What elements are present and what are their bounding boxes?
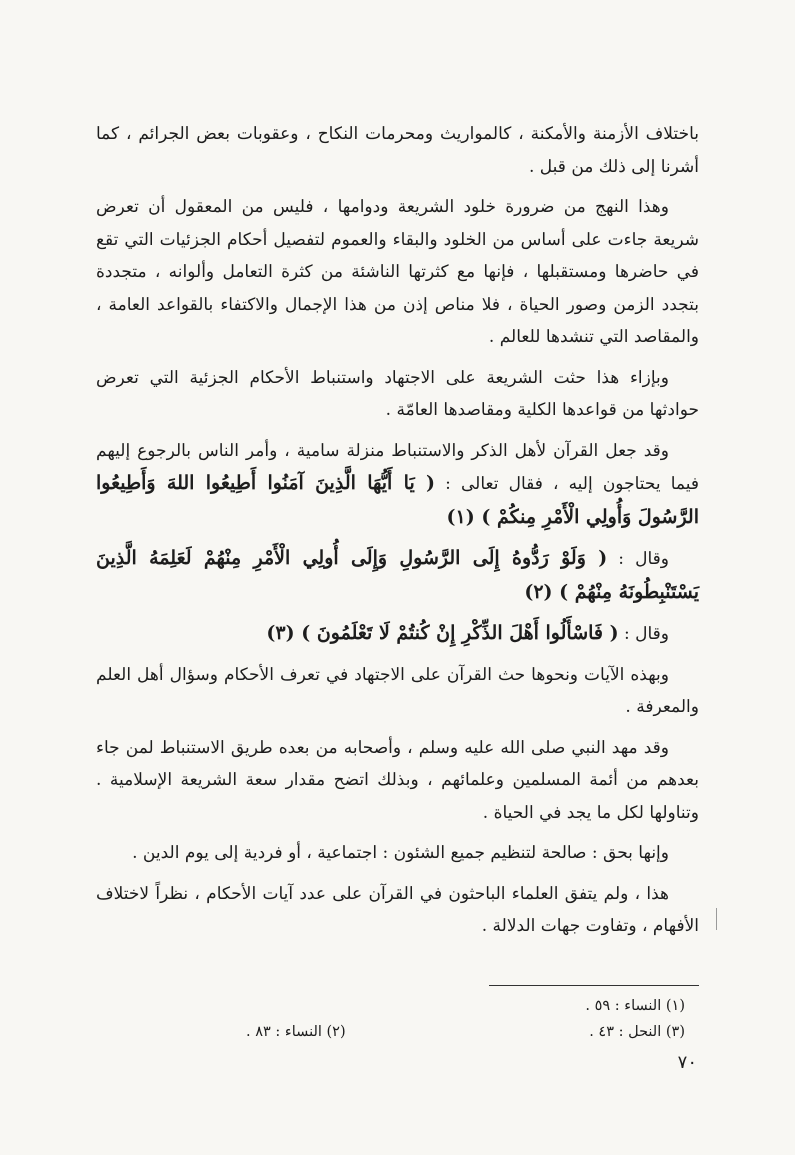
footnote-divider	[489, 985, 699, 986]
footnote-1: (١) النساء : ٥٩ .	[585, 998, 685, 1014]
paragraph: وبإزاء هذا حثت الشريعة على الاجتهاد واستنباط الأحكام الجزئية التي تعرض حوادثها من قواعدها الكلية ومقاصدها العامّة .	[96, 367, 699, 420]
verse-intro: وقال :	[624, 624, 669, 644]
quran-intro: وقد جعل القرآن لأهل الذكر والاستنباط منزلة سامية ، وأمر الناس بالرجوع إليهم فيما يحتاجون إليه ، فقال تعالى :	[96, 440, 699, 494]
paragraph: باختلاف الأزمنة والأمكنة ، كالمواريث ومحرمات النكاح ، وعقوبات بعض الجرائم ، كما أشرنا إلى ذلك من قبل .	[96, 124, 699, 177]
footnote-2: (٢) النساء : ٨٣ .	[246, 1024, 346, 1040]
footnotes	[96, 993, 685, 1045]
quran-paragraph	[96, 435, 699, 535]
quran-verse-2: ( وَلَوْ رَدُّوهُ إِلَى الرَّسُولِ وَإِلَى أُولِي الْأَمْرِ مِنْهُمْ لَعَلِمَهُ الَّذِينَ يَسْتَنْبِطُونَهُ مِنْهُمْ ) (٢)	[96, 547, 699, 603]
footnote-row	[96, 1019, 685, 1045]
body-text	[96, 118, 699, 951]
verse-intro: وقال :	[618, 549, 669, 569]
paragraph: هذا ، ولم يتفق العلماء الباحثون في القرآن على عدد آيات الأحكام ، نظراً لاختلاف الأفهام ، وتفاوت جهات الدلالة .	[96, 883, 699, 936]
paragraph: وإنها بحق : صالحة لتنظيم جميع الشئون : اجتماعية ، أو فردية إلى يوم الدين .	[132, 843, 669, 863]
quran-paragraph	[96, 542, 699, 609]
quran-paragraph	[96, 617, 699, 651]
paragraph: وقد مهد النبي صلى الله عليه وسلم ، وأصحابه من بعده طريق الاستنباط لمن جاء بعدهم من أئمة المسلمين وعلمائهم ، وبذلك اتضح مقدار سعة الشريعة الإسلامية . وتناولها لكل ما يجد في الحياة .	[96, 737, 699, 823]
quran-verse-3: ( فَاسْأَلُوا أَهْلَ الذِّكْرِ إِنْ كُنتُمْ لَا تَعْلَمُونَ ) (٣)	[266, 622, 619, 644]
quran-verse-1: ( يَا أَيُّهَا الَّذِينَ آمَنُوا أَطِيعُوا اللهَ وَأَطِيعُوا الرَّسُولَ وَأُولِي الْأَمْرِ مِنكُمْ ) (١)	[96, 472, 699, 528]
footnote-row	[96, 993, 685, 1019]
paragraph: وبهذه الآيات ونحوها حث القرآن على الاجتهاد في تعرف الأحكام وسؤال أهل العلم والمعرفة .	[96, 664, 699, 717]
paragraph: وهذا النهج من ضرورة خلود الشريعة ودوامها ، فليس من المعقول أن تعرض شريعة جاءت على أساس من الخلود والبقاء والعموم لتفصيل أحكام الجزئيات التي تقع في حاضرها ومستقبلها ، فإنها مع كثرتها الناشئة من كثرة التعامل وألوانه ، متجددة بتجدد الزمن وصور الحياة ، فلا مناص إذن من هذا الإجمال والاكتفاء بالقواعد العامة ، والمقاصد التي تنشدها للعالم .	[96, 197, 699, 347]
page-number: ٧٠	[677, 1052, 697, 1073]
footnote-3: (٣) النحل : ٤٣ .	[589, 1024, 685, 1040]
margin-mark	[716, 908, 717, 930]
